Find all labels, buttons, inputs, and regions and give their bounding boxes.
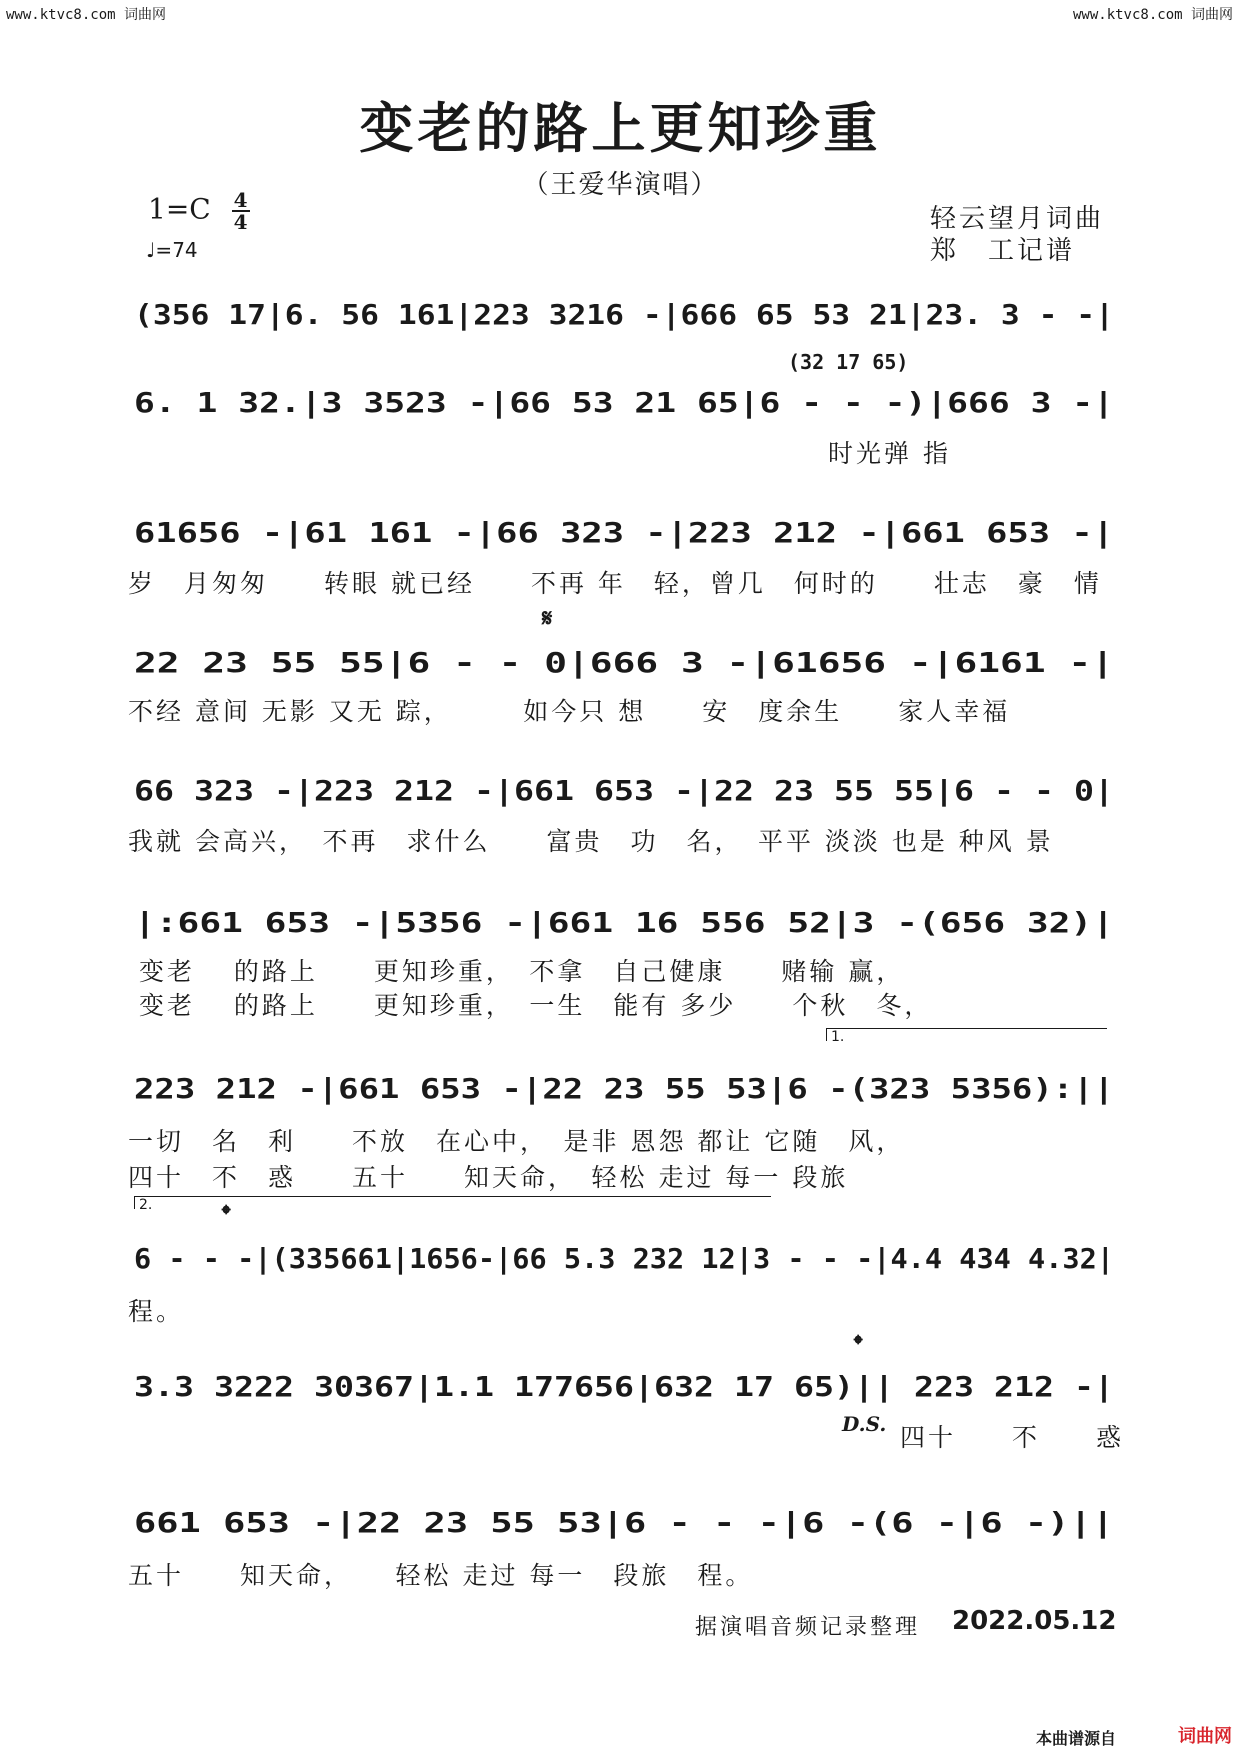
lyric-line-4: 我就 会高兴， 不再 求什么 富贵 功 名， 平平 淡淡 也是 种风 景 [128,827,1054,856]
score-line-10 [132,1498,1118,1544]
score-line-5 [132,766,1118,812]
lyric-line-11: 五十 知天命， 轻松 走过 每一 段旅 程。 [128,1561,754,1590]
lyric-line-7: 一切 名 利 不放 在心中， 是非 恩怨 都让 它随 风， [128,1127,905,1156]
watermark-left: www.ktvc8.com 词曲网 [6,7,167,23]
lyric-line-2: 岁 月匆匆 转眼 就已经 不再 年 轻，曾几 何时的 壮志 豪 情 [128,569,1102,598]
score-line-2-above: (32 17 65) [788,350,909,374]
credit-transcriber: 郑 工记谱 [930,236,1076,266]
score-line-6 [132,898,1118,944]
score-line-1 [132,290,1118,336]
watermark-right: www.ktvc8.com 词曲网 [1072,7,1233,23]
tempo-marking: ♩=74 [146,238,198,262]
time-signature-bottom: 4 [233,210,248,234]
score-line-3 [132,508,1118,554]
score-line-2-notes: 6. 1 32.|3 3523 -|66 53 21 65|6 - - -)|666 3 -| [134,386,1114,419]
score-line-4-notes: 22 23 55 55|6 - - 0|666 3 -|61656 -|6161 -| [134,646,1114,679]
source-note: 据演唱音频记录整理 [695,1615,921,1640]
lyric-line-10: 四十 不 惑 [900,1423,1125,1452]
transcription-date: 2022.05.12 [952,1606,1117,1636]
score-line-5-notes: 66 323 -|223 212 -|661 653 -|22 23 55 55|6 - - 0| [134,774,1114,807]
score-line-10-notes: 661 653 -|22 23 55 53|6 - - -|6 -(6 -|6 -)|| [134,1506,1114,1539]
lyric-line-9: 程。 [128,1297,185,1326]
coda-sign-1: 𝄌 [222,1200,231,1228]
volta-1-label: 1. [831,1029,845,1045]
lyric-line-3: 不经 意间 无影 又无 踪， 如今只 想 安 度余生 家人幸福 [128,697,1011,726]
credit-lyrics-music: 轻云望月词曲 [930,204,1105,234]
footer-brand-logo[interactable]: 词曲网 [1178,1726,1232,1747]
lyric-line-5: 变老 的路上 更知珍重， 不拿 自己健康 赌输 赢， [128,957,905,986]
lyric-line-8: 四十 不 惑 五十 知天命， 轻松 走过 每一 段旅 [128,1163,849,1192]
time-signature-top: 4 [233,188,248,212]
lyric-line-1: 时光弹 指 [128,439,951,468]
score-line-8 [132,1234,1118,1280]
score-line-8-notes: 6 - - -|(335661|1656-|66 5.3 232 12|3 - - -|4.4 434 4.32| [134,1242,1114,1275]
score-line-7 [132,1064,1118,1110]
volta-1-bracket [826,1028,1107,1045]
score-line-1-notes: (356 17|6. 56 161|223 3216 -|666 65 53 21|23. 3 - -| [134,298,1114,331]
volta-2-label: 2. [139,1197,153,1213]
lyric-line-6: 变老 的路上 更知珍重， 一生 能有 多少 个秋 冬， [128,991,933,1020]
dal-segno-marking: D.S. [842,1412,887,1436]
score-line-9-notes: 3.3 3222 30367|1.1 177656|632 17 65)|| 223 212 -| [134,1370,1114,1403]
performer-label: （王爱华演唱） [522,170,719,200]
score-line-4 [132,638,1118,684]
footer-source-label: 本曲谱源自 [1036,1729,1117,1748]
score-line-3-notes: 61656 -|61 161 -|66 323 -|223 212 -|661 653 -| [134,516,1114,549]
key-label: 1=C [148,192,211,226]
time-signature [232,190,250,232]
score-line-9 [132,1362,1118,1408]
song-title: 变老的路上更知珍重 [359,97,882,160]
score-line-6-notes: |:661 653 -|5356 -|661 16 556 52|3 -(656 32)| [134,906,1114,939]
key-signature [148,190,250,232]
segno-sign: 𝄋 [542,604,553,632]
coda-sign-2: 𝄌 [854,1330,863,1358]
score-line-7-notes: 223 212 -|661 653 -|22 23 55 53|6 -(323 5356):|| [134,1072,1114,1105]
score-line-2 [132,378,1118,424]
